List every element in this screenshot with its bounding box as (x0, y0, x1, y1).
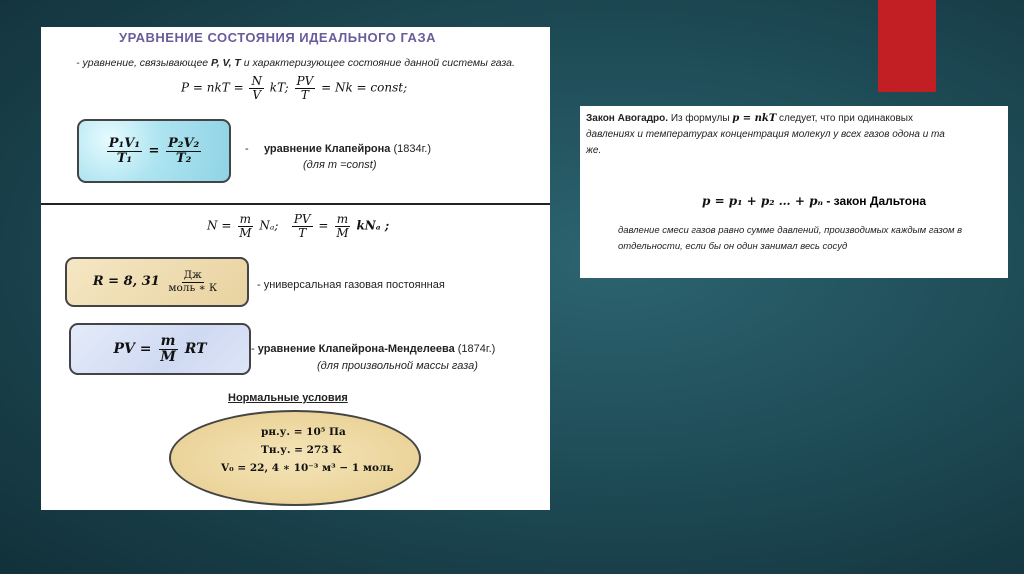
eq2-frac3-num: m (336, 212, 349, 226)
eq1-fraction-2 (295, 75, 316, 101)
intro-prefix: - уравнение, связывающее (76, 57, 212, 69)
mk-right: RT (184, 341, 207, 357)
normal-pressure: pн.у. = 10⁵ Па (261, 426, 346, 438)
equation-state (181, 75, 407, 101)
r-unit-den: моль ∗ К (168, 281, 218, 294)
eq1-frac2-num: PV (296, 74, 314, 88)
r-unit-num: Дж (183, 269, 202, 282)
eq2-eq: = (318, 218, 329, 233)
mk-num: m (160, 332, 176, 349)
dalton-label: - закон Дальтона (822, 194, 927, 208)
mendeleev-box (69, 323, 251, 375)
dalton-line1: давление смеси газов равно сумме давлений, производимых каждым газом в (618, 225, 963, 236)
eq2-left: N = (207, 218, 232, 233)
eq1-fraction (249, 75, 264, 101)
red-accent-tab (878, 0, 936, 92)
dalton-line2: отдельности, если бы он один занимал весь сосуд (618, 241, 848, 252)
panel-title: УРАВНЕНИЕ СОСТОЯНИЯ ИДЕАЛЬНОГО ГАЗА (119, 30, 436, 45)
eq2-right: kNₐ ; (356, 218, 390, 233)
clapeyron-formula: $\frac{\text{P₁V₁}}{\text{T₁}}$ = $\frac{\text{P₂V₂}}{\text{T₂}}$ (108, 135, 200, 166)
avogadro-dalton-panel (580, 106, 1008, 278)
normal-temperature: Tн.у. = 273 К (261, 444, 342, 456)
clap-den-right: T₂ (175, 150, 192, 166)
mk-caption-label: уравнение Клапейрона-Менделеева (257, 343, 455, 355)
avogadro-formula: p = nkT (732, 113, 777, 124)
eq1-left: P = nkT = (181, 80, 244, 95)
eq1-frac-den: V (252, 87, 262, 102)
normal-molar-volume: V₀ = 22, 4 ∗ 10⁻³ м³ − 1 моль (221, 462, 394, 474)
mk-left: PV = (113, 341, 152, 357)
mendeleev-formula (113, 334, 206, 364)
eq2-frac-den: M (239, 225, 252, 240)
dalton-law (702, 194, 926, 208)
gas-constant-box (65, 257, 249, 307)
mendeleev-note: (для произвольной массы газа) (317, 360, 478, 372)
gas-constant-caption: - универсальная газовая постоянная (257, 279, 445, 291)
eq1-right: = Nk = const; (321, 80, 408, 95)
clapeyron-note: (для m =const) (303, 159, 377, 171)
eq2-mid: Nₐ; (259, 218, 279, 233)
r-left: R = 8, 31 (92, 274, 160, 290)
eq2-frac2-den: T (298, 225, 307, 240)
gas-constant-formula (93, 270, 221, 293)
intro-text (41, 57, 550, 69)
section-divider (41, 203, 550, 205)
eq2-frac3-den: M (336, 225, 349, 240)
mk-den: M (160, 348, 176, 365)
clap-num-left: P₁V₁ (108, 135, 141, 151)
eq1-frac2-den: T (300, 87, 309, 102)
eq2-frac2-num: PV (293, 212, 311, 226)
normal-conditions-title: Нормальные условия (228, 392, 348, 404)
clap-dash: - (245, 143, 249, 155)
intro-vars: P, V, T (211, 57, 241, 69)
avogadro-text1: Из формулы (668, 113, 733, 124)
eq1-mid: kT; (269, 80, 289, 95)
clapeyron-caption (245, 143, 431, 155)
clap-caption-label: уравнение Клапейрона (263, 143, 391, 155)
clap-year: (1834г.) (390, 143, 432, 155)
avogadro-text2: следует, что при одинаковых (776, 113, 913, 124)
avogadro-line3: же. (586, 145, 602, 156)
mk-year: (1874г.) (454, 343, 496, 355)
clapeyron-box (77, 119, 231, 183)
ideal-gas-panel (41, 27, 550, 510)
eq1-frac-num: N (251, 74, 262, 88)
mendeleev-caption (251, 343, 495, 355)
equation-n (207, 213, 389, 239)
normal-conditions-ellipse (169, 410, 421, 506)
clap-den-left: T₁ (116, 150, 133, 166)
eq2-frac-num: m (239, 212, 252, 226)
avogadro-line2: давлениях и температурах концентрация молекул у всех газов одона и та (586, 129, 945, 140)
intro-suffix: и характеризующее состояние данной системы газа. (240, 57, 515, 69)
mk-dash: - (251, 343, 258, 355)
dalton-formula: p = p₁ + p₂ … + pₙ (702, 194, 823, 208)
avogadro-line1 (586, 112, 913, 126)
clap-num-right: P₂V₂ (167, 135, 200, 151)
avogadro-label: Закон Авогадро. (586, 113, 669, 124)
